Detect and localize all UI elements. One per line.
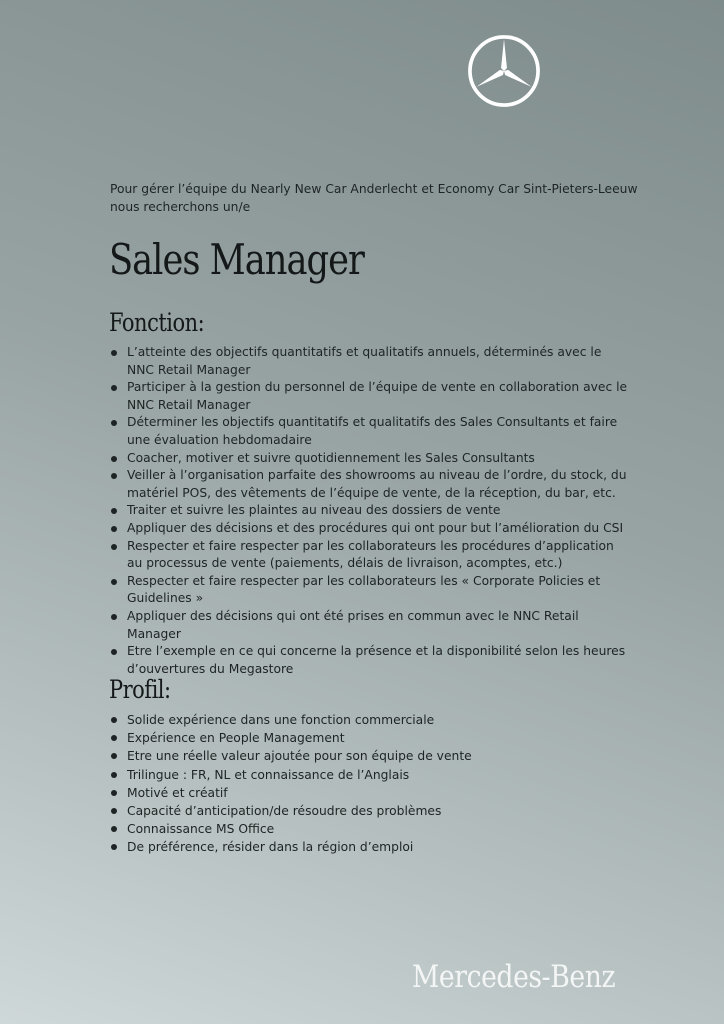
list-item: Etre l’exemple en ce qui concerne la présence et la disponibilité selon les heures d’ouvertures du Megastore: [109, 643, 629, 678]
list-item: Participer à la gestion du personnel de l’équipe de vente en collaboration avec le NNC Retail Manager: [109, 379, 629, 414]
profil-list: [109, 711, 589, 857]
fonction-heading: Fonction:: [109, 308, 205, 337]
list-item: Traiter et suivre les plaintes au niveau des dossiers de vente: [109, 502, 629, 520]
job-title: Sales Manager: [109, 235, 364, 284]
list-item: Motivé et créatif: [109, 784, 589, 802]
list-item: Capacité d’anticipation/de résoudre des problèmes: [109, 802, 589, 820]
list-item: L’atteinte des objectifs quantitatifs et qualitatifs annuels, déterminés avec le NNC Retail Manager: [109, 344, 629, 379]
brand-wordmark: Mercedes-Benz: [411, 959, 615, 995]
list-item: Appliquer des décisions qui ont été prises en commun avec le NNC Retail Manager: [109, 608, 629, 643]
intro-line-2: nous recherchons un/e: [110, 200, 251, 214]
list-item: Respecter et faire respecter par les collaborateurs les procédures d’application au processus de vente (paiements, délais de livraison, acomptes, etc.): [109, 538, 629, 573]
list-item: De préférence, résider dans la région d’emploi: [109, 838, 589, 856]
list-item: Etre une réelle valeur ajoutée pour son équipe de vente: [109, 747, 589, 765]
list-item: Déterminer les objectifs quantitatifs et qualitatifs des Sales Consultants et faire une évaluation hebdomadaire: [109, 414, 629, 449]
mercedes-star-icon: [467, 34, 541, 108]
list-item: Appliquer des décisions et des procédures qui ont pour but l’amélioration du CSI: [109, 520, 629, 538]
fonction-list: [109, 344, 629, 678]
list-item: Expérience en People Management: [109, 729, 589, 747]
list-item: Coacher, motiver et suivre quotidiennement les Sales Consultants: [109, 450, 629, 468]
profil-heading: Profil:: [109, 675, 171, 704]
list-item: Veiller à l’organisation parfaite des showrooms au niveau de l’ordre, du stock, du matériel POS, des vêtements de l’équipe de vente, de la réception, du bar, etc.: [109, 467, 629, 502]
intro-line-1: Pour gérer l’équipe du Nearly New Car Anderlecht et Economy Car Sint-Pieters-Leeuw: [110, 182, 638, 196]
list-item: Connaissance MS Office: [109, 820, 589, 838]
list-item: Trilingue : FR, NL et connaissance de l’Anglais: [109, 766, 589, 784]
list-item: Respecter et faire respecter par les collaborateurs les « Corporate Policies et Guidelines »: [109, 573, 629, 608]
list-item: Solide expérience dans une fonction commerciale: [109, 711, 589, 729]
intro-text: [110, 180, 650, 216]
